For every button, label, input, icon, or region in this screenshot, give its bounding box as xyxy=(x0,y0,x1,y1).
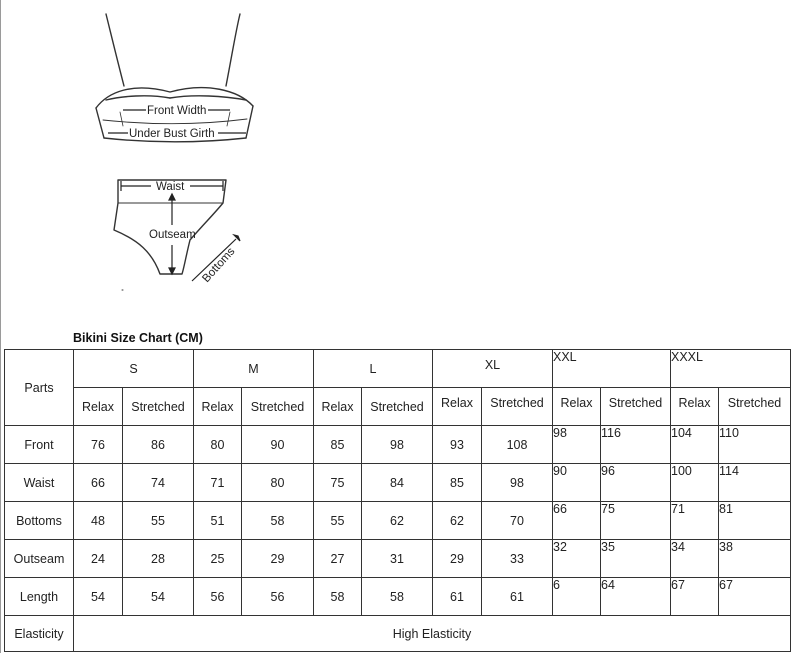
size-value-cell: 56 xyxy=(194,578,242,616)
row-part-label: Bottoms xyxy=(5,502,74,540)
table-row xyxy=(5,502,791,540)
size-value-cell: 66 xyxy=(74,464,123,502)
size-value-cell: 70 xyxy=(482,502,553,540)
elasticity-value: High Elasticity xyxy=(74,616,791,652)
size-value-cell: 96 xyxy=(601,464,671,502)
under-bust-girth-label: Under Bust Girth xyxy=(129,128,215,140)
front-width-label: Front Width xyxy=(147,105,207,117)
size-value-cell: 104 xyxy=(671,426,719,464)
size-value-cell: 93 xyxy=(433,426,482,464)
size-value-cell: 90 xyxy=(553,464,601,502)
size-xl-header: XL xyxy=(433,350,553,388)
size-s-header: S xyxy=(74,350,194,388)
stretched-header: Stretched xyxy=(482,388,553,426)
relax-header: Relax xyxy=(74,388,123,426)
size-value-cell: 86 xyxy=(123,426,194,464)
size-value-cell: 100 xyxy=(671,464,719,502)
size-xxl-header: XXL xyxy=(553,350,671,388)
size-value-cell: 33 xyxy=(482,540,553,578)
size-value-cell: 28 xyxy=(123,540,194,578)
size-value-cell: 38 xyxy=(719,540,791,578)
size-value-cell: 81 xyxy=(719,502,791,540)
size-value-cell: 80 xyxy=(194,426,242,464)
table-row xyxy=(5,426,791,464)
size-value-cell: 62 xyxy=(433,502,482,540)
size-value-cell: 84 xyxy=(362,464,433,502)
size-value-cell: 66 xyxy=(553,502,601,540)
size-l-header: L xyxy=(314,350,433,388)
size-value-cell: 32 xyxy=(553,540,601,578)
size-value-cell: 34 xyxy=(671,540,719,578)
parts-header: Parts xyxy=(5,350,74,426)
size-value-cell: 58 xyxy=(362,578,433,616)
size-value-cell: 29 xyxy=(433,540,482,578)
size-value-cell: 25 xyxy=(194,540,242,578)
size-value-cell: 75 xyxy=(601,502,671,540)
table-row xyxy=(5,578,791,616)
bottoms-label: Bottoms xyxy=(200,245,238,286)
size-m-header: M xyxy=(194,350,314,388)
elasticity-row xyxy=(5,616,791,652)
elasticity-label: Elasticity xyxy=(5,616,74,652)
size-value-cell: 64 xyxy=(601,578,671,616)
size-value-cell: 71 xyxy=(671,502,719,540)
waist-label: Waist xyxy=(156,181,185,193)
size-value-cell: 90 xyxy=(242,426,314,464)
size-value-cell: 110 xyxy=(719,426,791,464)
size-value-cell: 74 xyxy=(123,464,194,502)
row-part-label: Waist xyxy=(5,464,74,502)
measurement-diagram xyxy=(0,0,300,300)
size-value-cell: 108 xyxy=(482,426,553,464)
stretched-header: Stretched xyxy=(362,388,433,426)
size-value-cell: 58 xyxy=(242,502,314,540)
relax-header: Relax xyxy=(314,388,362,426)
stretched-header: Stretched xyxy=(719,388,791,426)
size-value-cell: 29 xyxy=(242,540,314,578)
size-value-cell: 61 xyxy=(433,578,482,616)
size-value-cell: 114 xyxy=(719,464,791,502)
relax-header: Relax xyxy=(433,388,482,426)
size-chart-table xyxy=(4,349,791,652)
size-value-cell: 98 xyxy=(553,426,601,464)
bikini-illustration xyxy=(0,0,300,300)
row-part-label: Front xyxy=(5,426,74,464)
size-value-cell: 98 xyxy=(362,426,433,464)
size-value-cell: 61 xyxy=(482,578,553,616)
size-value-cell: 80 xyxy=(242,464,314,502)
subheader-row xyxy=(5,388,791,426)
size-value-cell: 56 xyxy=(242,578,314,616)
row-part-label: Outseam xyxy=(5,540,74,578)
stretched-header: Stretched xyxy=(601,388,671,426)
stretched-header: Stretched xyxy=(242,388,314,426)
size-header-row xyxy=(5,350,791,388)
size-value-cell: 67 xyxy=(671,578,719,616)
relax-header: Relax xyxy=(553,388,601,426)
size-value-cell: 54 xyxy=(74,578,123,616)
size-value-cell: 71 xyxy=(194,464,242,502)
row-part-label: Length xyxy=(5,578,74,616)
table-row xyxy=(5,464,791,502)
outseam-label: Outseam xyxy=(149,229,196,241)
size-value-cell: 54 xyxy=(123,578,194,616)
size-value-cell: 116 xyxy=(601,426,671,464)
size-value-cell: 75 xyxy=(314,464,362,502)
stretched-header: Stretched xyxy=(123,388,194,426)
size-value-cell: 31 xyxy=(362,540,433,578)
size-xxxl-header: XXXL xyxy=(671,350,791,388)
size-value-cell: 85 xyxy=(314,426,362,464)
size-value-cell: 67 xyxy=(719,578,791,616)
size-value-cell: 58 xyxy=(314,578,362,616)
size-value-cell: 85 xyxy=(433,464,482,502)
size-value-cell: 76 xyxy=(74,426,123,464)
relax-header: Relax xyxy=(671,388,719,426)
chart-title: Bikini Size Chart (CM) xyxy=(73,331,203,345)
size-value-cell: 48 xyxy=(74,502,123,540)
size-value-cell: 35 xyxy=(601,540,671,578)
size-value-cell: 51 xyxy=(194,502,242,540)
size-value-cell: 6 xyxy=(553,578,601,616)
size-value-cell: 55 xyxy=(123,502,194,540)
size-value-cell: 55 xyxy=(314,502,362,540)
size-value-cell: 27 xyxy=(314,540,362,578)
size-value-cell: 62 xyxy=(362,502,433,540)
size-value-cell: 98 xyxy=(482,464,553,502)
relax-header: Relax xyxy=(194,388,242,426)
size-value-cell: 24 xyxy=(74,540,123,578)
table-row xyxy=(5,540,791,578)
